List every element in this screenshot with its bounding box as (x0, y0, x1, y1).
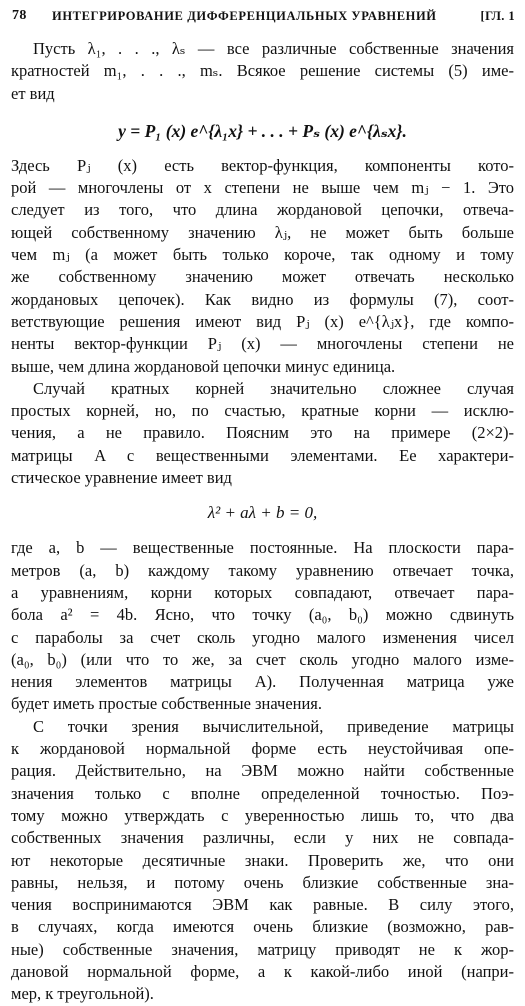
text-line: мер, к треугольной). (11, 984, 154, 1004)
text-line: тому можно утверждать с уверенностью лишь то, что два (11, 805, 514, 825)
page-number: 78 (12, 8, 27, 23)
text-line: метров (a, b) каждому такому уравнению отвечает точка, (11, 560, 514, 580)
text-line: Случай кратных корней значительно сложнее случая (33, 378, 514, 398)
paragraph-1 (11, 38, 514, 105)
chapter-label: [ГЛ. 1 (480, 9, 515, 23)
paragraph-2 (11, 155, 514, 378)
text-line: ет вид (11, 83, 55, 103)
text-line: стическое уравнение имеет вид (11, 468, 232, 488)
text-line: простых корней, но, по счастью, кратные корни — исклю- (11, 401, 514, 421)
text-line: Пусть λ₁, . . ., λₛ — все различные собственные значения (33, 39, 514, 58)
text-line: в случаях, когда имеются очень близкие (возможно, рав- (11, 917, 514, 937)
text-line: собственных значения различны, если у них не совпада- (11, 828, 514, 848)
text-line: а уравнениям, корни которых совпадают, отвечает пара- (11, 582, 514, 602)
text-line: дановой нормальной форме, а к какой-либо иной (напри- (11, 961, 514, 981)
text-line: бола a² = 4b. Ясно, что точку (a₀, b₀) можно сдвинуть (11, 605, 514, 625)
formula-characteristic-equation: λ² + aλ + b = 0, (207, 503, 318, 523)
text-line: значения только с вполне определенной точностью. Поэ- (11, 783, 514, 803)
paragraph-4 (11, 537, 514, 715)
text-line: ненты вектор-функции Pⱼ (x) — многочлены степени не (11, 334, 514, 354)
text-line: к жордановой нормальной форме есть неустойчивая опе- (11, 739, 514, 759)
text-line: кратностей m₁, . . ., mₛ. Всякое решение системы (5) име- (11, 61, 514, 81)
text-line: с параболы за счет сколь угодно малого изменения чисел (11, 627, 514, 647)
text-line: следует из того, что длина жордановой цепочки, отвеча- (11, 200, 514, 220)
text-line: ветствующие решения имеют вид Pⱼ (x) e^{λⱼx}, где компо- (11, 311, 514, 331)
text-line: (a₀, b₀) (или что то же, за счет сколь угодно малого изме- (11, 649, 514, 669)
running-title: ИНТЕГРИРОВАНИЕ ДИФФЕРЕНЦИАЛЬНЫХ УРАВНЕНИЙ (52, 9, 437, 23)
running-header (12, 8, 515, 30)
text-line: чения воспринимаются ЭВМ как равные. В силу этого, (11, 895, 514, 915)
text-line: нения элементов матрицы A). Полученная матрица уже (11, 672, 514, 692)
text-line: жордановых цепочек). Как видно из формулы (7), соот- (11, 289, 514, 309)
formula-general-solution: y = P₁ (x) e^{λ₁x} + . . . + Pₛ (x) e^{λₛx}. (118, 120, 407, 141)
text-line: равны, нельзя, и потому очень близкие собственные зна- (11, 872, 514, 892)
text-line: будет иметь простые собственные значения. (11, 694, 323, 714)
text-line: ющей собственному значению λⱼ, не может быть больше (11, 222, 514, 242)
text-line: матрицы A с вещественными элементами. Ее характери- (11, 445, 514, 465)
paragraph-3 (11, 378, 514, 489)
text-line: чения, а не правило. Поясним это на примере (2×2)- (11, 423, 514, 443)
text-line: ные) собственные значения, матрицу приводят не к жор- (11, 939, 514, 959)
text-line: Здесь Pⱼ (x) есть вектор-функция, компоненты кото- (11, 155, 514, 175)
text-line: С точки зрения вычислительной, приведение матрицы (33, 716, 514, 736)
paragraph-5 (11, 716, 514, 1006)
text-line: где a, b — вещественные постоянные. На плоскости пара- (11, 538, 514, 558)
text-line: рой — многочлены от x степени не выше чем mⱼ − 1. Это (11, 178, 514, 198)
text-line: ют некоторые десятичные знаки. Проверить же, что они (11, 850, 514, 870)
text-line: выше, чем длина жордановой цепочки минус единица. (11, 356, 396, 376)
text-line: рация. Действительно, на ЭВМ можно найти собственные (11, 761, 514, 781)
text-line: чем mⱼ (а может быть только короче, так одному и тому (11, 245, 514, 265)
page-body (11, 38, 514, 1006)
text-line: же собственному значению может отвечать несколько (11, 267, 514, 287)
